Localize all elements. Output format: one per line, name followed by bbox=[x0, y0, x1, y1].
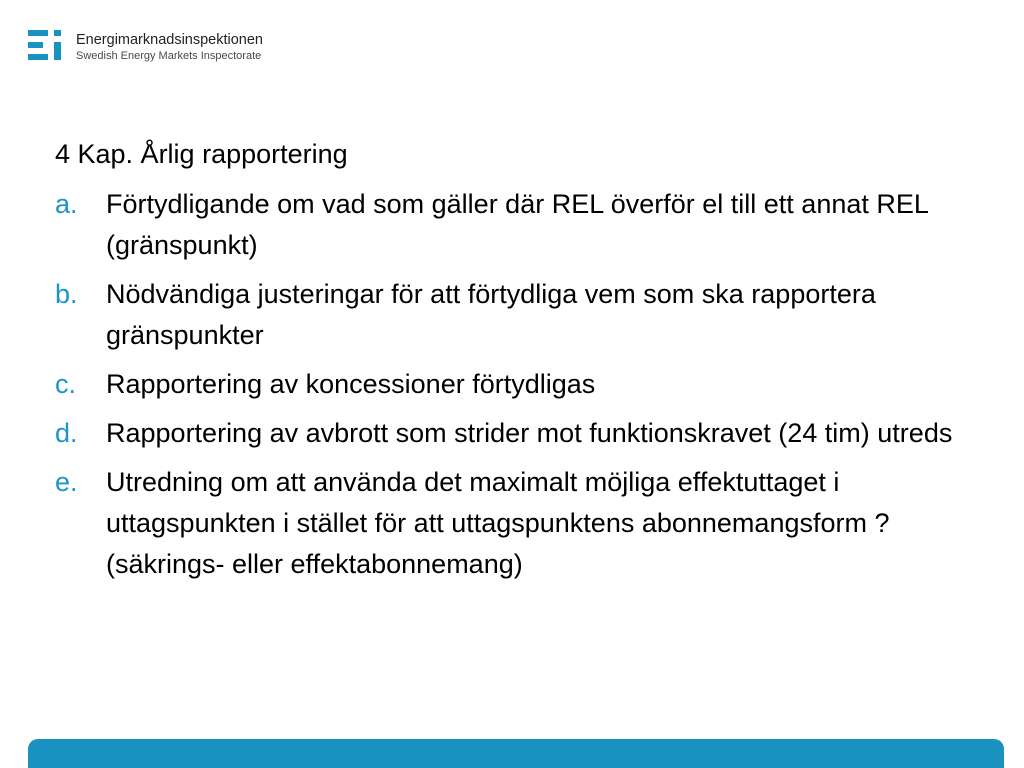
list-item bbox=[55, 274, 955, 356]
brand-subtitle: Swedish Energy Markets Inspectorate bbox=[76, 49, 262, 62]
list-item bbox=[55, 413, 955, 454]
list-item-text: Utredning om att använda det maximalt möjliga effektuttaget i uttagspunkten i stället för att uttagspunktens abonnemangsform ?(säkrings- eller effektabonnemang) bbox=[106, 467, 890, 579]
list-item bbox=[55, 184, 955, 266]
list-marker: b. bbox=[55, 279, 78, 309]
list-marker: e. bbox=[55, 467, 78, 497]
list-item-text: Förtydligande om vad som gäller där REL överför el till ett annat REL (gränspunkt) bbox=[106, 189, 928, 260]
list-item bbox=[55, 462, 955, 585]
list-marker: c. bbox=[55, 369, 77, 399]
bullet-list bbox=[55, 184, 955, 593]
list-marker: d. bbox=[55, 418, 78, 448]
brand-logo bbox=[28, 28, 263, 66]
footer-bar bbox=[28, 739, 1004, 768]
list-item-text: Rapportering av avbrott som strider mot funktionskravet (24 tim) utreds bbox=[106, 418, 953, 448]
slide-heading: 4 Kap. Årlig rapportering bbox=[55, 139, 348, 169]
list-marker: a. bbox=[55, 189, 78, 219]
brand-name: Energimarknadsinspektionen bbox=[76, 31, 263, 48]
list-item-text: Nödvändiga justeringar för att förtydliga vem som ska rapportera gränspunkter bbox=[106, 279, 876, 350]
ei-logo-icon bbox=[28, 28, 68, 66]
list-item-text: Rapportering av koncessioner förtydligas bbox=[106, 369, 596, 399]
list-item bbox=[55, 364, 955, 405]
brand-text bbox=[76, 32, 263, 63]
